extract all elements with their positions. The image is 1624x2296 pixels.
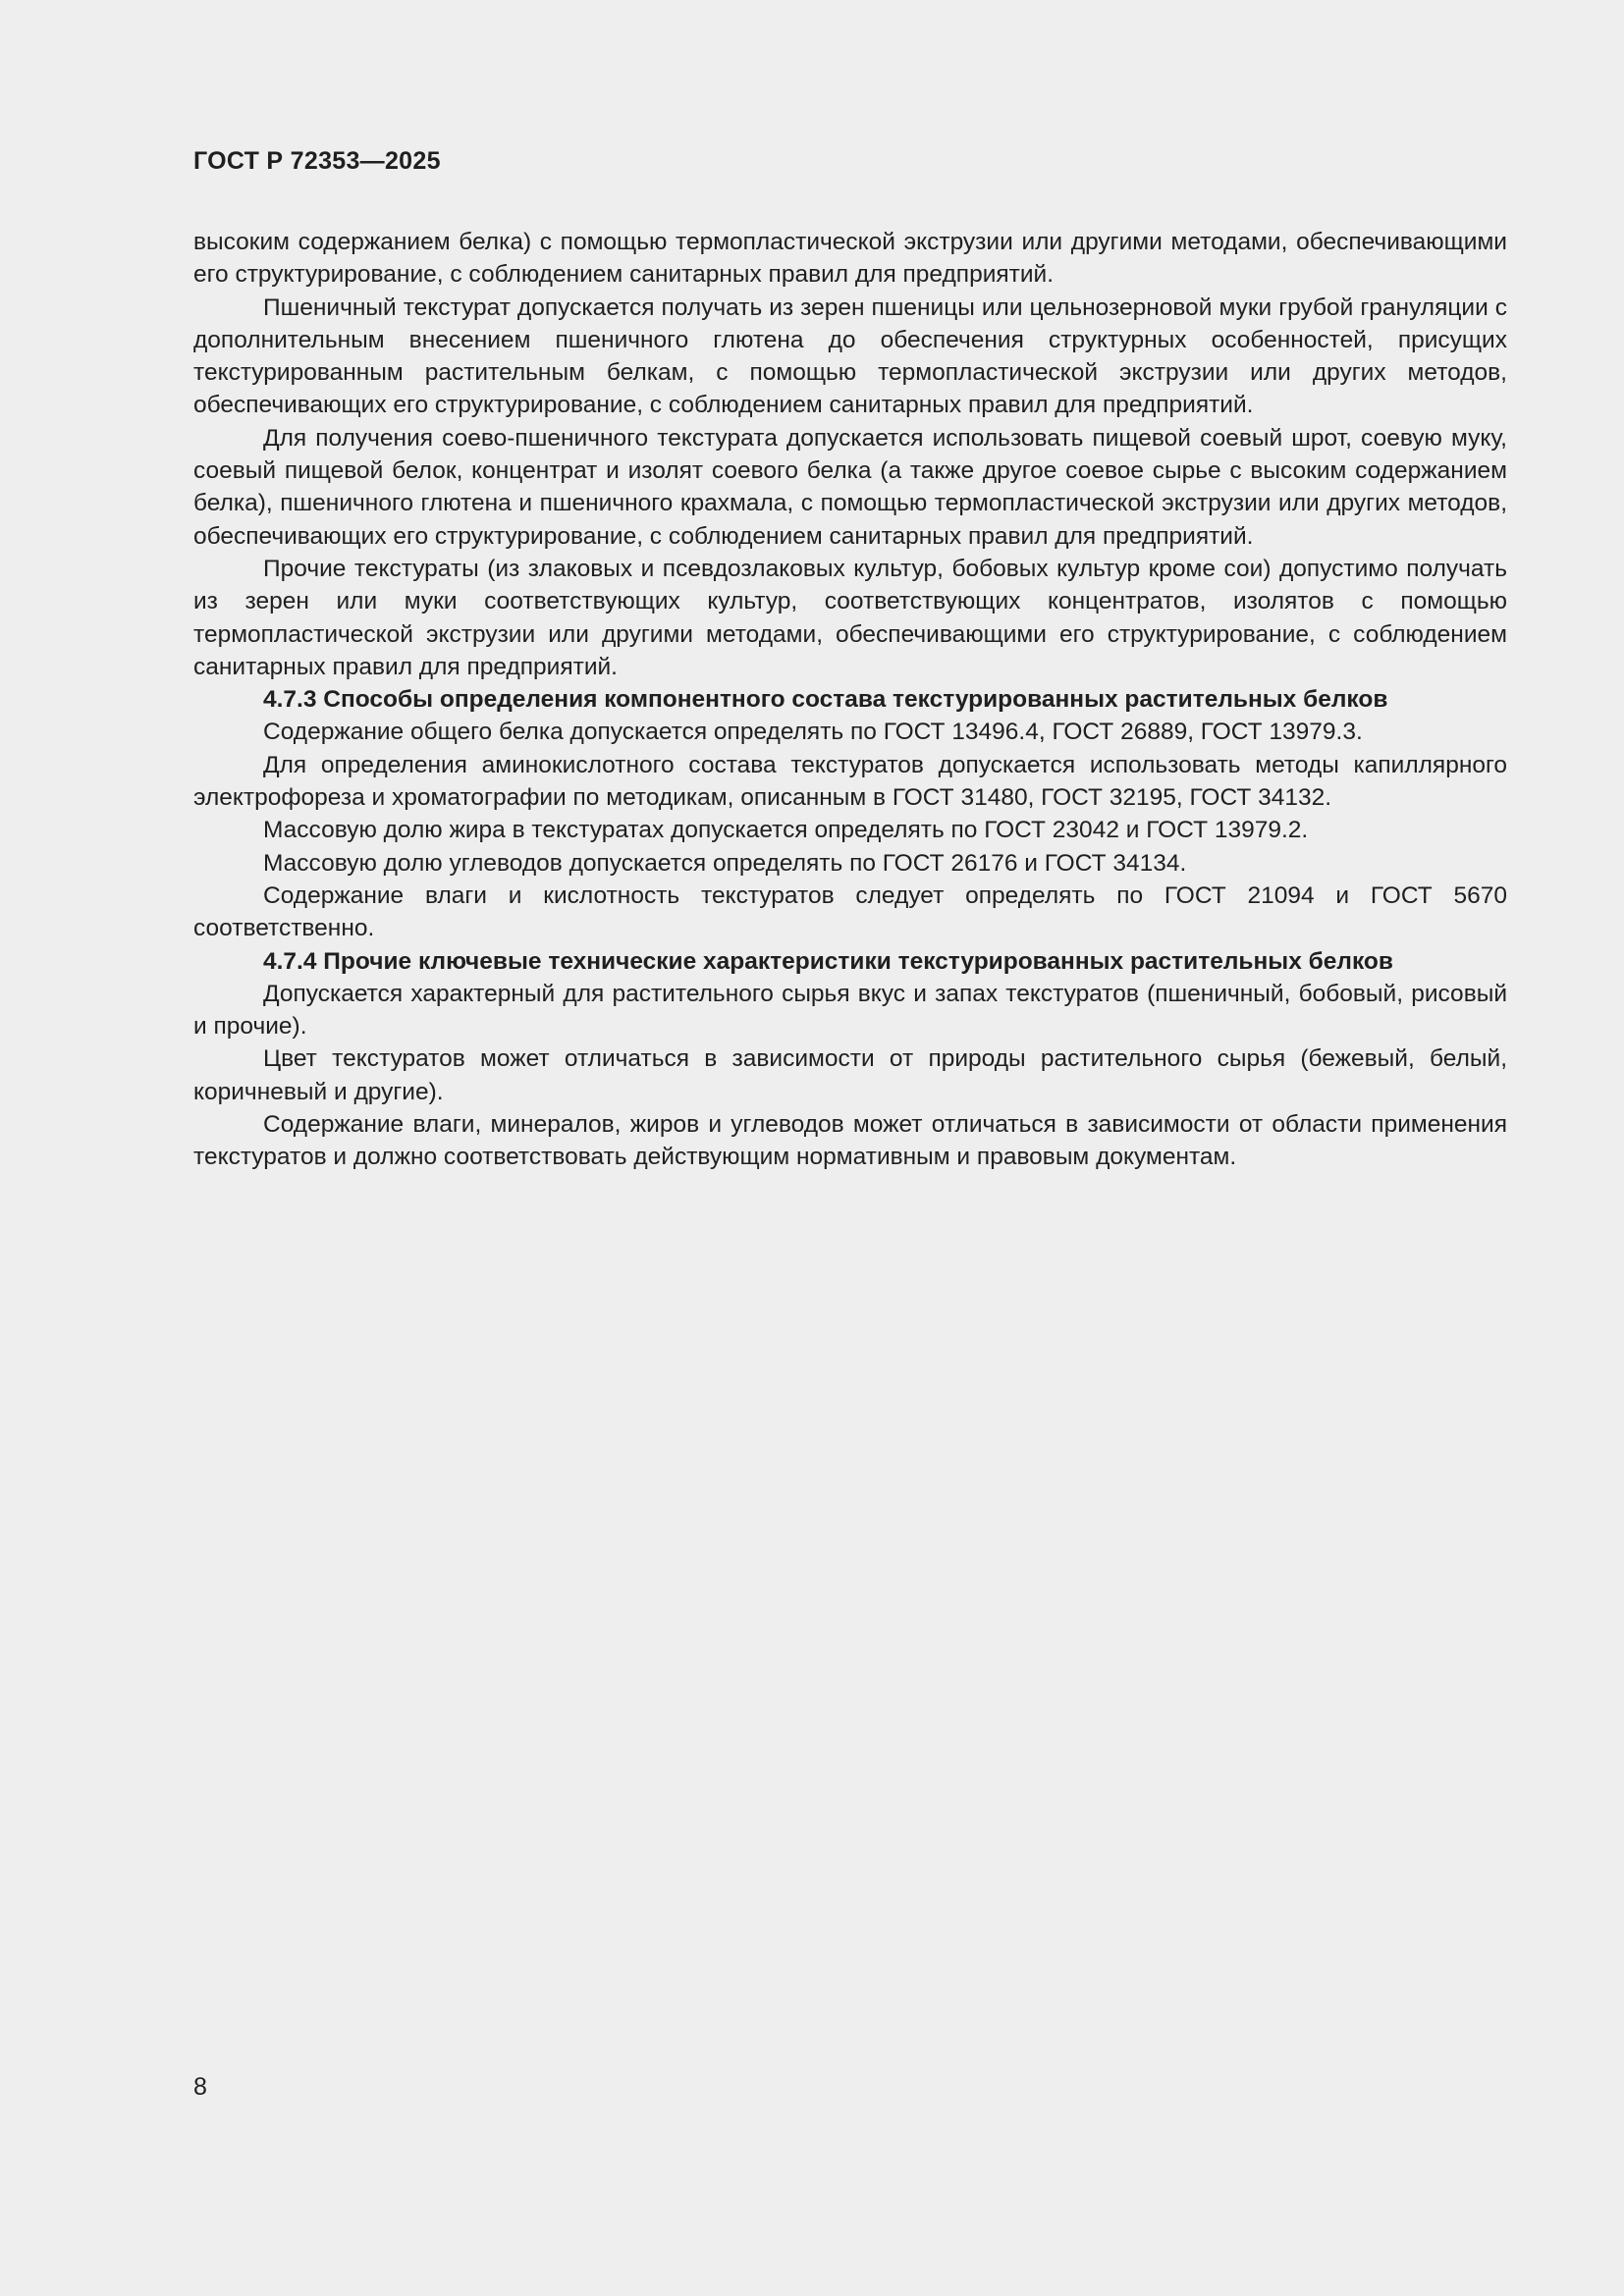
paragraph-color: Цвет текстуратов может отличаться в зависимости от природы растительного сырья (бежевый, белый, коричневый и другие). xyxy=(193,1045,1507,1105)
paragraph-other-texturates: Прочие текстураты (из злаковых и псевдозлаковых культур, бобовых культур кроме сои) допустимо получать из зерен или муки соответствующих культур, соответствующих концентратов, изолятов с помощью термопластической экструзии или другими методами, обеспечивающими его структурирование, с соблюдением санитарных правил для предприятий. xyxy=(193,555,1507,680)
paragraph-amino-acid-composition: Для определения аминокислотного состава текстуратов допускается использовать методы капиллярного электрофореза и хроматографии по методикам, описанным в ГОСТ 31480, ГОСТ 32195, ГОСТ 34132. xyxy=(193,751,1507,812)
paragraph-taste-smell: Допускается характерный для растительного сырья вкус и запах текстуратов (пшеничный, бобовый, рисовый и прочие). xyxy=(193,980,1507,1041)
document-body xyxy=(193,226,1507,1174)
paragraph-soy-wheat-texturate: Для получения соево-пшеничного текстурата допускается использовать пищевой соевый шрот, соевую муку, соевый пищевой белок, концентрат и изолят соевого белка (а также другое соевое сырье с высоким содержанием белка), пшеничного глютена и пшеничного крахмала, с помощью термопластической экструзии или других методов, обеспечивающих его структурирование, с соблюдением санитарных правил для предприятий. xyxy=(193,424,1507,550)
page-number: 8 xyxy=(193,2073,207,2101)
document-id-header: ГОСТ Р 72353—2025 xyxy=(193,147,441,175)
paragraph-carbohydrate-content: Массовую долю углеводов допускается определять по ГОСТ 26176 и ГОСТ 34134. xyxy=(263,849,1187,877)
paragraph-continuation: высоким содержанием белка) с помощью термопластической экструзии или другими методами, обеспечивающими его структурирование, с соблюдением санитарных правил для предприятий. xyxy=(193,229,1507,289)
paragraph-wheat-texturate: Пшеничный текстурат допускается получать из зерен пшеницы или цельнозерновой муки грубой грануляции с дополнительным внесением пшеничного глютена до обеспечения структурных особенностей, присущих текстурированным растительным белкам, с помощью термопластической экструзии или других методов, обеспечивающих его структурирование, с соблюдением санитарных правил для предприятий. xyxy=(193,294,1507,419)
section-heading-4-7-3: 4.7.3 Способы определения компонентного состава текстурированных растительных белков xyxy=(263,686,1388,714)
paragraph-fat-content: Массовую долю жира в текстуратах допускается определять по ГОСТ 23042 и ГОСТ 13979.2. xyxy=(263,817,1309,844)
paragraph-protein-content: Содержание общего белка допускается определять по ГОСТ 13496.4, ГОСТ 26889, ГОСТ 13979.3. xyxy=(263,719,1363,746)
paragraph-moisture-acidity: Содержание влаги и кислотность текстуратов следует определять по ГОСТ 21094 и ГОСТ 5670 соответственно. xyxy=(193,881,1507,942)
section-heading-4-7-4: 4.7.4 Прочие ключевые технические характеристики текстурированных растительных белков xyxy=(263,947,1393,975)
paragraph-composition-variation: Содержание влаги, минералов, жиров и углеводов может отличаться в зависимости от области применения текстуратов и должно соответствовать действующим нормативным и правовым документам. xyxy=(193,1111,1507,1171)
